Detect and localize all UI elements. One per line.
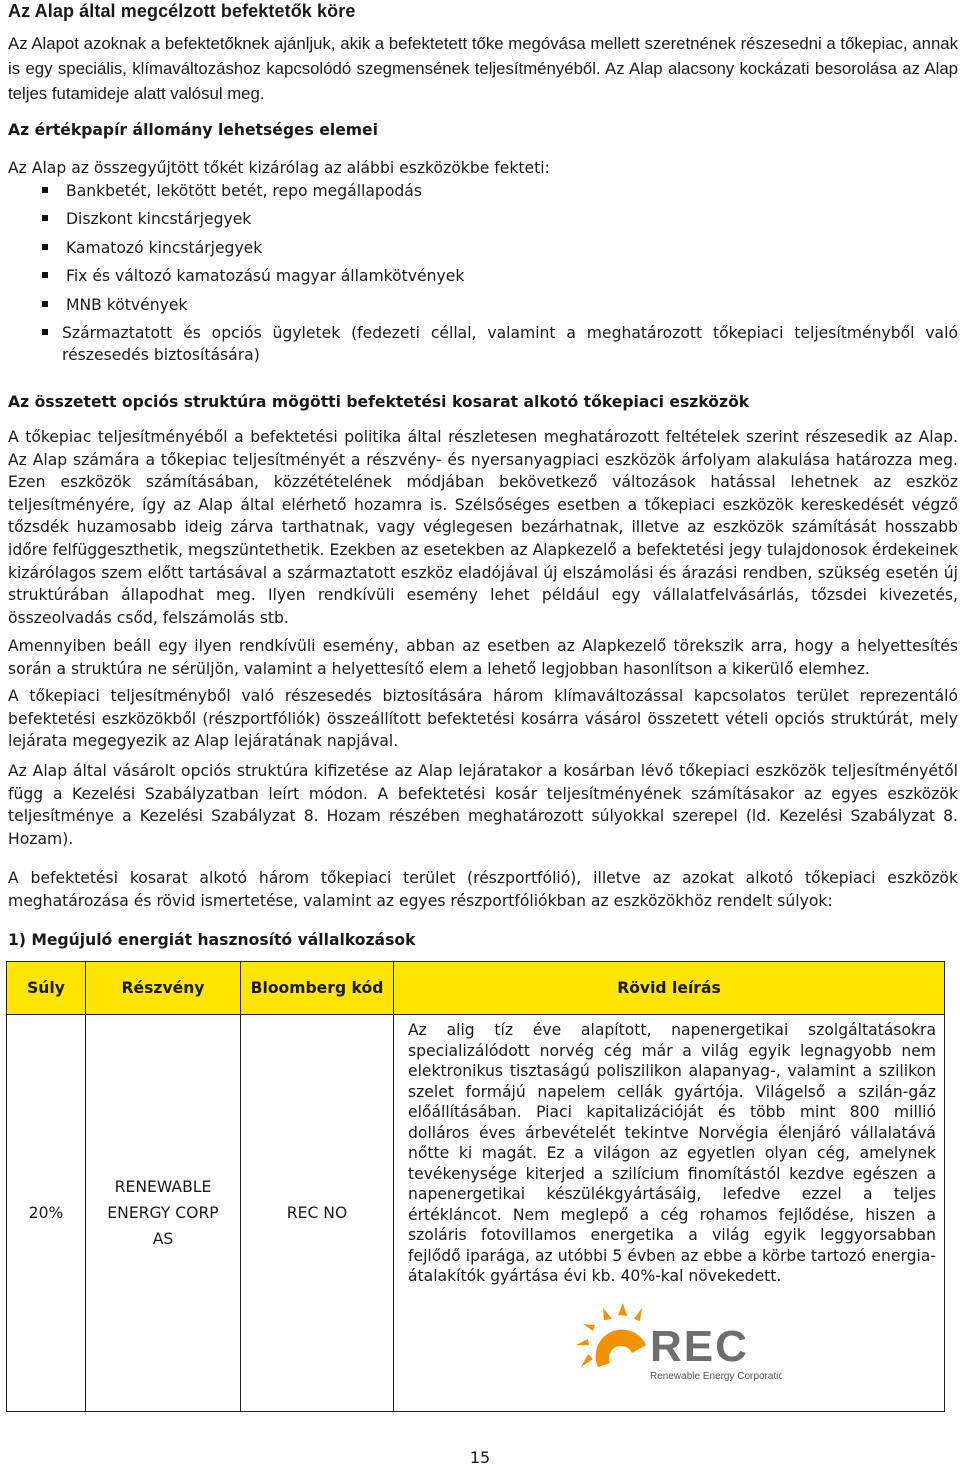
- table-header-row: [7, 962, 945, 1015]
- list-item: Fix és változó kamatozású magyar államkötvények: [0, 265, 960, 287]
- rec-logo: [570, 1297, 782, 1397]
- section-heading-portfolio: Az értékpapír állomány lehetséges elemei: [8, 121, 378, 139]
- header-stock: Részvény: [86, 962, 241, 1015]
- bullet-square-icon: [42, 301, 48, 307]
- bullet-list: [0, 180, 960, 372]
- logo-wordmark: REC: [650, 1321, 749, 1371]
- paragraph-portfolio-intro: Az Alap az összegyűjtött tőkét kizárólag az alábbi eszközökbe fekteti:: [8, 159, 550, 177]
- header-weight: Súly: [7, 962, 86, 1015]
- bullet-square-icon: [42, 244, 48, 250]
- paragraph-5: A befektetési kosarat alkotó három tőkepiaci terület (részportfólió), illetve az azokat alkotó tőkepiaci eszközök meghatározása és rövid ismertetése, valamint az egyes részportfóliókban az eszközökhöz rendelt súlyok:: [8, 869, 958, 910]
- paragraph-3: A tőkepiaci teljesítményből való részesedés biztosítására három klímaváltozással kapcsolatos terület reprezentáló befektetési eszközökből (részportfóliók) összeállított befektetési kosárra vásárol összetett vételi opciós struktúrát, mely lejárata megegyezik az Alap lejáratának napjával.: [8, 687, 958, 751]
- header-description: Rövid leírás: [394, 962, 945, 1015]
- list-item: Diszkont kincstárjegyek: [0, 208, 960, 230]
- header-bloomberg: Bloomberg kód: [241, 962, 394, 1015]
- description-text: Az alig tíz éve alapított, napenergetikai szolgáltatásokra specializálódott norvég cég már a világ egyik legnagyobb nem elektronikus tisztaságú poliszilikon alapanyag-, valamint a szilikon szelet formájú napelem cellák gyártója. Világelső a szilán-gáz előállításában. Piaci kapitalizációját és több mint 800 millió dolláros éves árbevételét tekintve Norvégia élenjáró vállalatává nőtte ki magát. Ez a világon az egyetlen olyan cég, amelynek tevékenysége kiterjed a szilícium finomítástól kezdve egészen a napenergetikai készülékgyártásáig, lefedve ezzel a teljes értékláncot. Nem meglepő a cég rohamos fejlődése, hiszen a szoláris fotovillamos energetika a világ egyik leggyorsabban fejlődő iparága, az utóbbi 5 évben az ebbe a körbe tartozó energia-átalakítók gyártása évi kb. 40%-kal növekedett.: [408, 1021, 936, 1285]
- cell-bloomberg: REC NO: [241, 1015, 394, 1412]
- section-heading-basket: Az összetett opciós struktúra mögötti befektetési kosarat alkotó tőkepiaci eszközök: [8, 393, 750, 411]
- section-heading-target-investors: Az Alap által megcélzott befektetők köre: [8, 1, 356, 21]
- rec-logo-image: [570, 1297, 782, 1397]
- paragraph-1: A tőkepiac teljesítményéből a befektetési politika által részletesen meghatározott feltételek szerint részesedik az Alap. Az Alap számára a tőkepiac teljesítményét a részvény- és nyersanyagpiaci eszközök árfolyam alakulása határozza meg. Ezen eszközök számításában, közzétételének módjában bekövetkező változások hatással lehetnek az eszköz teljesítményére, így az Alap által elérhető hozamra is. Szélsőséges esetben a tőkepiaci eszközök kereskedését végző tőzsdék huzamosabb ideig zárva tarthatnak, vagy véglegesen bezárhatnak, illetve az eszközök számítását hosszabb időre felfüggeszthetik, megszüntethetik. Ezekben az esetekben az Alapkezelő a befektetési jegy tulajdonosok érdekeinek kizárólagos szem előtt tartásával a származtatott eszköz eladójával új elszámolási és árazási rendben, szükség esetén új struktúrában állapodhat meg. Ilyen rendkívüli esemény lehet például egy vállalatfelvásárlás, tőzsdei kivezetés, összeolvadás csőd, felszámolás stb.: [8, 428, 958, 627]
- paragraph-2: Amennyiben beáll egy ilyen rendkívüli esemény, abban az esetben az Alapkezelő törekszik arra, hogy a helyettesítés során a struktúra ne sérüljön, valamint a helyettesítő elem a lehető legjobban hasonlítson a kikerülő elemhez.: [8, 637, 958, 678]
- page-number: 15: [469, 1448, 491, 1467]
- paragraph-intro: Az Alapot azoknak a befektetőknek ajánljuk, akik a befektetett tőke megóvása mellett szeretnének részesedni a tőkepiac, annak is egy speciális, klímaváltozáshoz kapcsolódó szegmensének teljesítményéből. Az Alap alacsony kockázati besorolása az Alap teljes futamideje alatt valósul meg.: [8, 34, 958, 103]
- cell-weight: 20%: [7, 1015, 86, 1412]
- list-item: Származtatott és opciós ügyletek (fedezeti céllal, valamint a meghatározott tőkepiaci teljesítményből való részesedés biztosítására): [0, 322, 960, 366]
- holdings-table: [6, 961, 945, 1412]
- list-item: MNB kötvények: [0, 294, 960, 316]
- bullet-square-icon: [42, 215, 48, 221]
- bullet-square-icon: [42, 187, 48, 193]
- bullet-square-icon: [42, 329, 48, 335]
- list-item: Bankbetét, lekötött betét, repo megállapodás: [0, 180, 960, 202]
- section-heading-renewable: 1) Megújuló energiát hasznosító vállalkozások: [8, 931, 416, 949]
- table-row: [7, 1015, 945, 1412]
- cell-description: [394, 1015, 945, 1412]
- logo-subtext: Renewable Energy Corporation: [650, 1370, 782, 1382]
- cell-stock: RENEWABLE ENERGY CORP AS: [86, 1015, 241, 1412]
- bullet-square-icon: [42, 272, 48, 278]
- list-item: Kamatozó kincstárjegyek: [0, 237, 960, 259]
- paragraph-4: Az Alap által vásárolt opciós struktúra kifizetése az Alap lejáratakor a kosárban lévő tőkepiaci eszközök teljesítményétől függ a Kezelési Szabályzatban leírt módon. A befektetési kosár teljesítményének számításakor az egyes eszközök teljesítménye a Kezelési Szabályzat 8. Hozam részében meghatározott súlyokkal szerepel (ld. Kezelési Szabályzat 8. Hozam).: [8, 762, 958, 848]
